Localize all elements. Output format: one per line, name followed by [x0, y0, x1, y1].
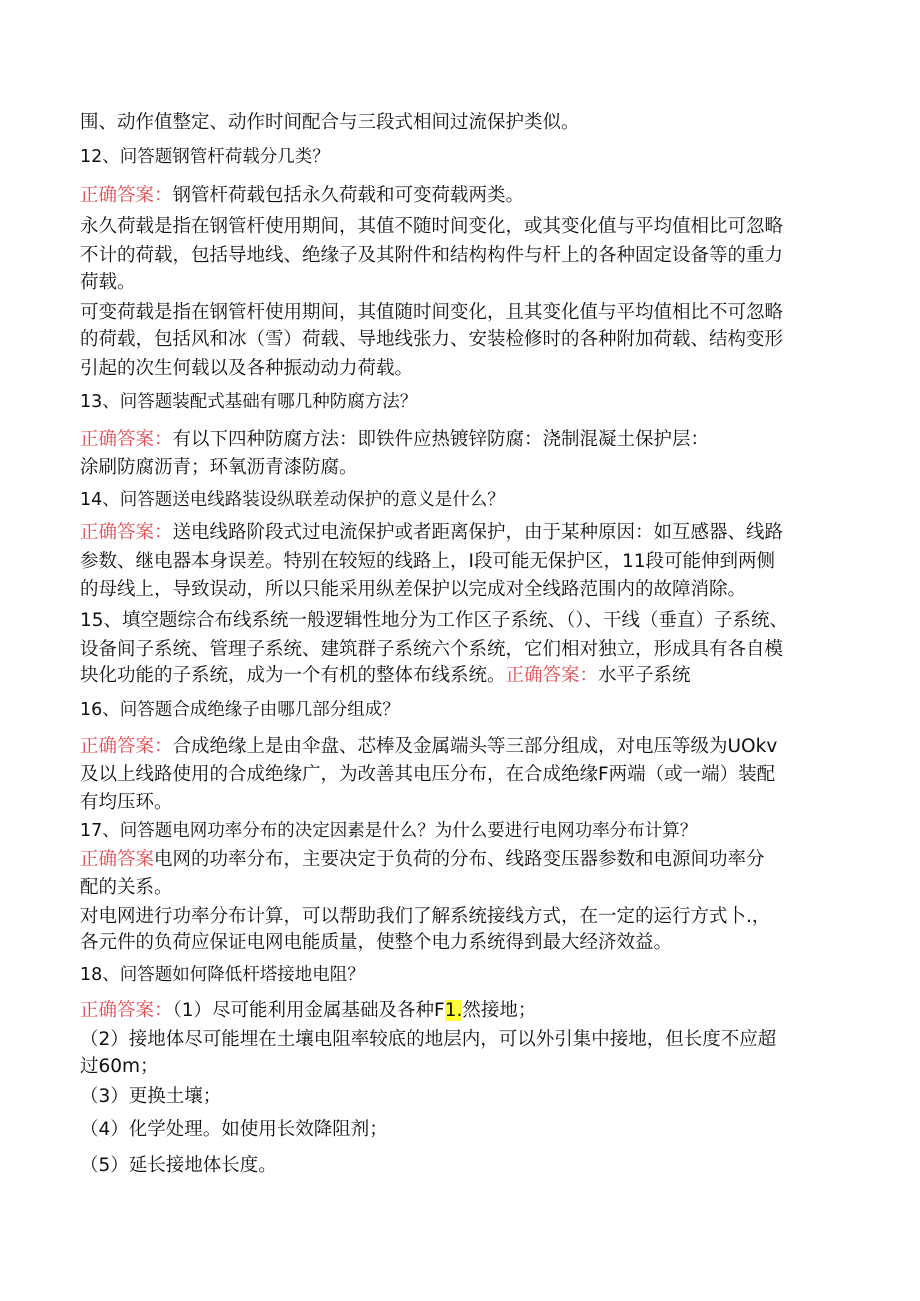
text-line: [80, 1117, 840, 1143]
text-line: [80, 1027, 840, 1053]
question-18: [80, 962, 840, 988]
answer-text: 钢管杆荷载包括永久荷载和可变荷载两类。: [172, 185, 525, 206]
answer-label: 正确答案：: [80, 185, 173, 206]
answer-text: 合成绝缘上是由伞盘、芯棒及金属端头等三部分组成，对电压等级为UOkv: [172, 736, 778, 757]
paragraph-text: 不计的荷载，包括导地线、绝缘子及其附件和结构构件与杆上的各种固定设备等的重力: [80, 245, 784, 266]
paragraph-text: 块化功能的子系统，成为一个有机的整体布线系统。: [80, 665, 506, 686]
answer-label: 正确答案：: [80, 736, 173, 757]
answer-16: [80, 734, 840, 760]
text-line: [80, 1054, 840, 1080]
highlighted-text: 1.: [444, 1000, 463, 1021]
question-13: [80, 389, 840, 415]
text-line: [80, 214, 840, 240]
paragraph-text: 永久荷载是指在钢管杆使用期间，其值不随时间变化，或其变化值与平均值相比可忽略: [80, 216, 784, 237]
text-line: [80, 790, 840, 816]
text-line: [80, 930, 840, 956]
question-16: [80, 697, 840, 723]
answer-18: [80, 998, 840, 1024]
question-text: 13、问答题装配式基础有哪几种防腐方法？: [80, 392, 418, 412]
question-12: [80, 144, 840, 170]
answer-label: 正确答案：: [80, 1000, 173, 1021]
paragraph-text: （5）延长接地体长度。: [80, 1155, 277, 1176]
text-line: [80, 300, 840, 326]
paragraph-text: （2）接地体尽可能埋在土壤电阻率较底的地层内，可以外引集中接地，但长度不应超: [80, 1029, 777, 1050]
paragraph-text: 设备间子系统、管理子系统、建筑群子系统六个系统，它们相对独立，形成具有各自模: [80, 639, 784, 660]
question-text: 17、问答题电网功率分布的决定因素是什么？为什么要进行电网功率分布计算？: [80, 821, 698, 841]
question-text: 14、问答题送电线路装设纵联差动保护的意义是什么？: [80, 490, 505, 510]
paragraph-text: （3）更换土壤；: [80, 1086, 222, 1107]
text-line: [80, 577, 840, 603]
text-line: [80, 663, 840, 689]
text-line: [80, 455, 840, 481]
text-line: [80, 270, 840, 296]
text-line: [80, 549, 840, 575]
text-line: [80, 1084, 840, 1110]
question-17: [80, 818, 840, 844]
answer-14: [80, 520, 840, 546]
answer-17: [80, 847, 840, 873]
answer-text: 电网的功率分布，主要决定于负荷的分布、线路变压器参数和电源间功率分: [154, 849, 765, 870]
paragraph-text: （4）化学处理。如使用长效降阻剂；: [80, 1119, 388, 1140]
text-line: [80, 356, 840, 382]
paragraph-text: 引起的次生何载以及各种振动动力荷载。: [80, 358, 414, 379]
question-15: [80, 608, 840, 634]
paragraph-text: 荷载。: [80, 272, 136, 293]
answer-12: [80, 183, 840, 209]
paragraph-text: 有均压环。: [80, 792, 173, 813]
text-line: [80, 1153, 840, 1179]
paragraph-text: 过60m；: [80, 1056, 159, 1077]
paragraph-text: 各元件的负荷应保证电网电能质量，使整个电力系统得到最大经济效益。: [80, 932, 673, 953]
text-line: [80, 110, 840, 136]
answer-text: （1）尽可能利用金属基础及各种F: [172, 1000, 445, 1021]
answer-text: 水平子系统: [598, 665, 691, 686]
answer-text: 然接地；: [462, 1000, 537, 1021]
text-line: [80, 904, 840, 930]
question-text: 16、问答题合成绝缘子由哪几部分组成？: [80, 700, 400, 720]
paragraph-text: 围、动作值整定、动作时间配合与三段式相间过流保护类似。: [80, 112, 580, 133]
paragraph-text: 可变荷载是指在钢管杆使用期间，其值随时间变化，且其变化值与平均值相比不可忽略: [80, 302, 784, 323]
paragraph-text: 的荷载，包括风和冰（雪）荷载、导地线张力、安装检修时的各种附加荷载、结构变形: [80, 329, 784, 350]
paragraph-text: 配的关系。: [80, 877, 173, 898]
paragraph-text: 及以上线路使用的合成绝缘广，为改善其电压分布，在合成绝缘F两端（或一端）装配: [80, 764, 776, 785]
answer-13: [80, 427, 840, 453]
text-line: [80, 327, 840, 353]
question-14: [80, 487, 840, 513]
text-line: [80, 875, 840, 901]
paragraph-text: 对电网进行功率分布计算，可以帮助我们了解系统接线方式，在一定的运行方式卜.，: [80, 906, 771, 927]
answer-label: 正确答案：: [80, 429, 173, 450]
answer-label: 正确答案：: [80, 522, 173, 543]
text-line: [80, 243, 840, 269]
answer-text: 送电线路阶段式过电流保护或者距离保护，由于某种原因：如互感器、线路: [172, 522, 784, 543]
paragraph-text: 参数、继电器本身误差。特别在较短的线路上，I段可能无保护区，11段可能伸到两侧: [80, 551, 775, 572]
text-line: [80, 762, 840, 788]
paragraph-text: 涂刷防腐沥青；环氧沥青漆防腐。: [80, 457, 358, 478]
answer-label: 正确答案: [80, 849, 155, 870]
answer-text: 有以下四种防腐方法：即铁件应热镀锌防腐：浇制混凝土保护层：: [172, 429, 710, 450]
question-text: 15、填空题综合布线系统一般逻辑性地分为工作区子系统、（）、干线（垂直）子系统、: [80, 610, 789, 631]
answer-label: 正确答案：: [505, 665, 599, 686]
paragraph-text: 的母线上，导致误动，所以只能采用纵差保护以完成对全线路范围内的故障消除。: [80, 579, 747, 600]
text-line: [80, 637, 840, 663]
question-text: 18、问答题如何降低杆塔接地电阻？: [80, 965, 365, 985]
question-text: 12、问答题钢管杆荷载分几类？: [80, 147, 330, 167]
